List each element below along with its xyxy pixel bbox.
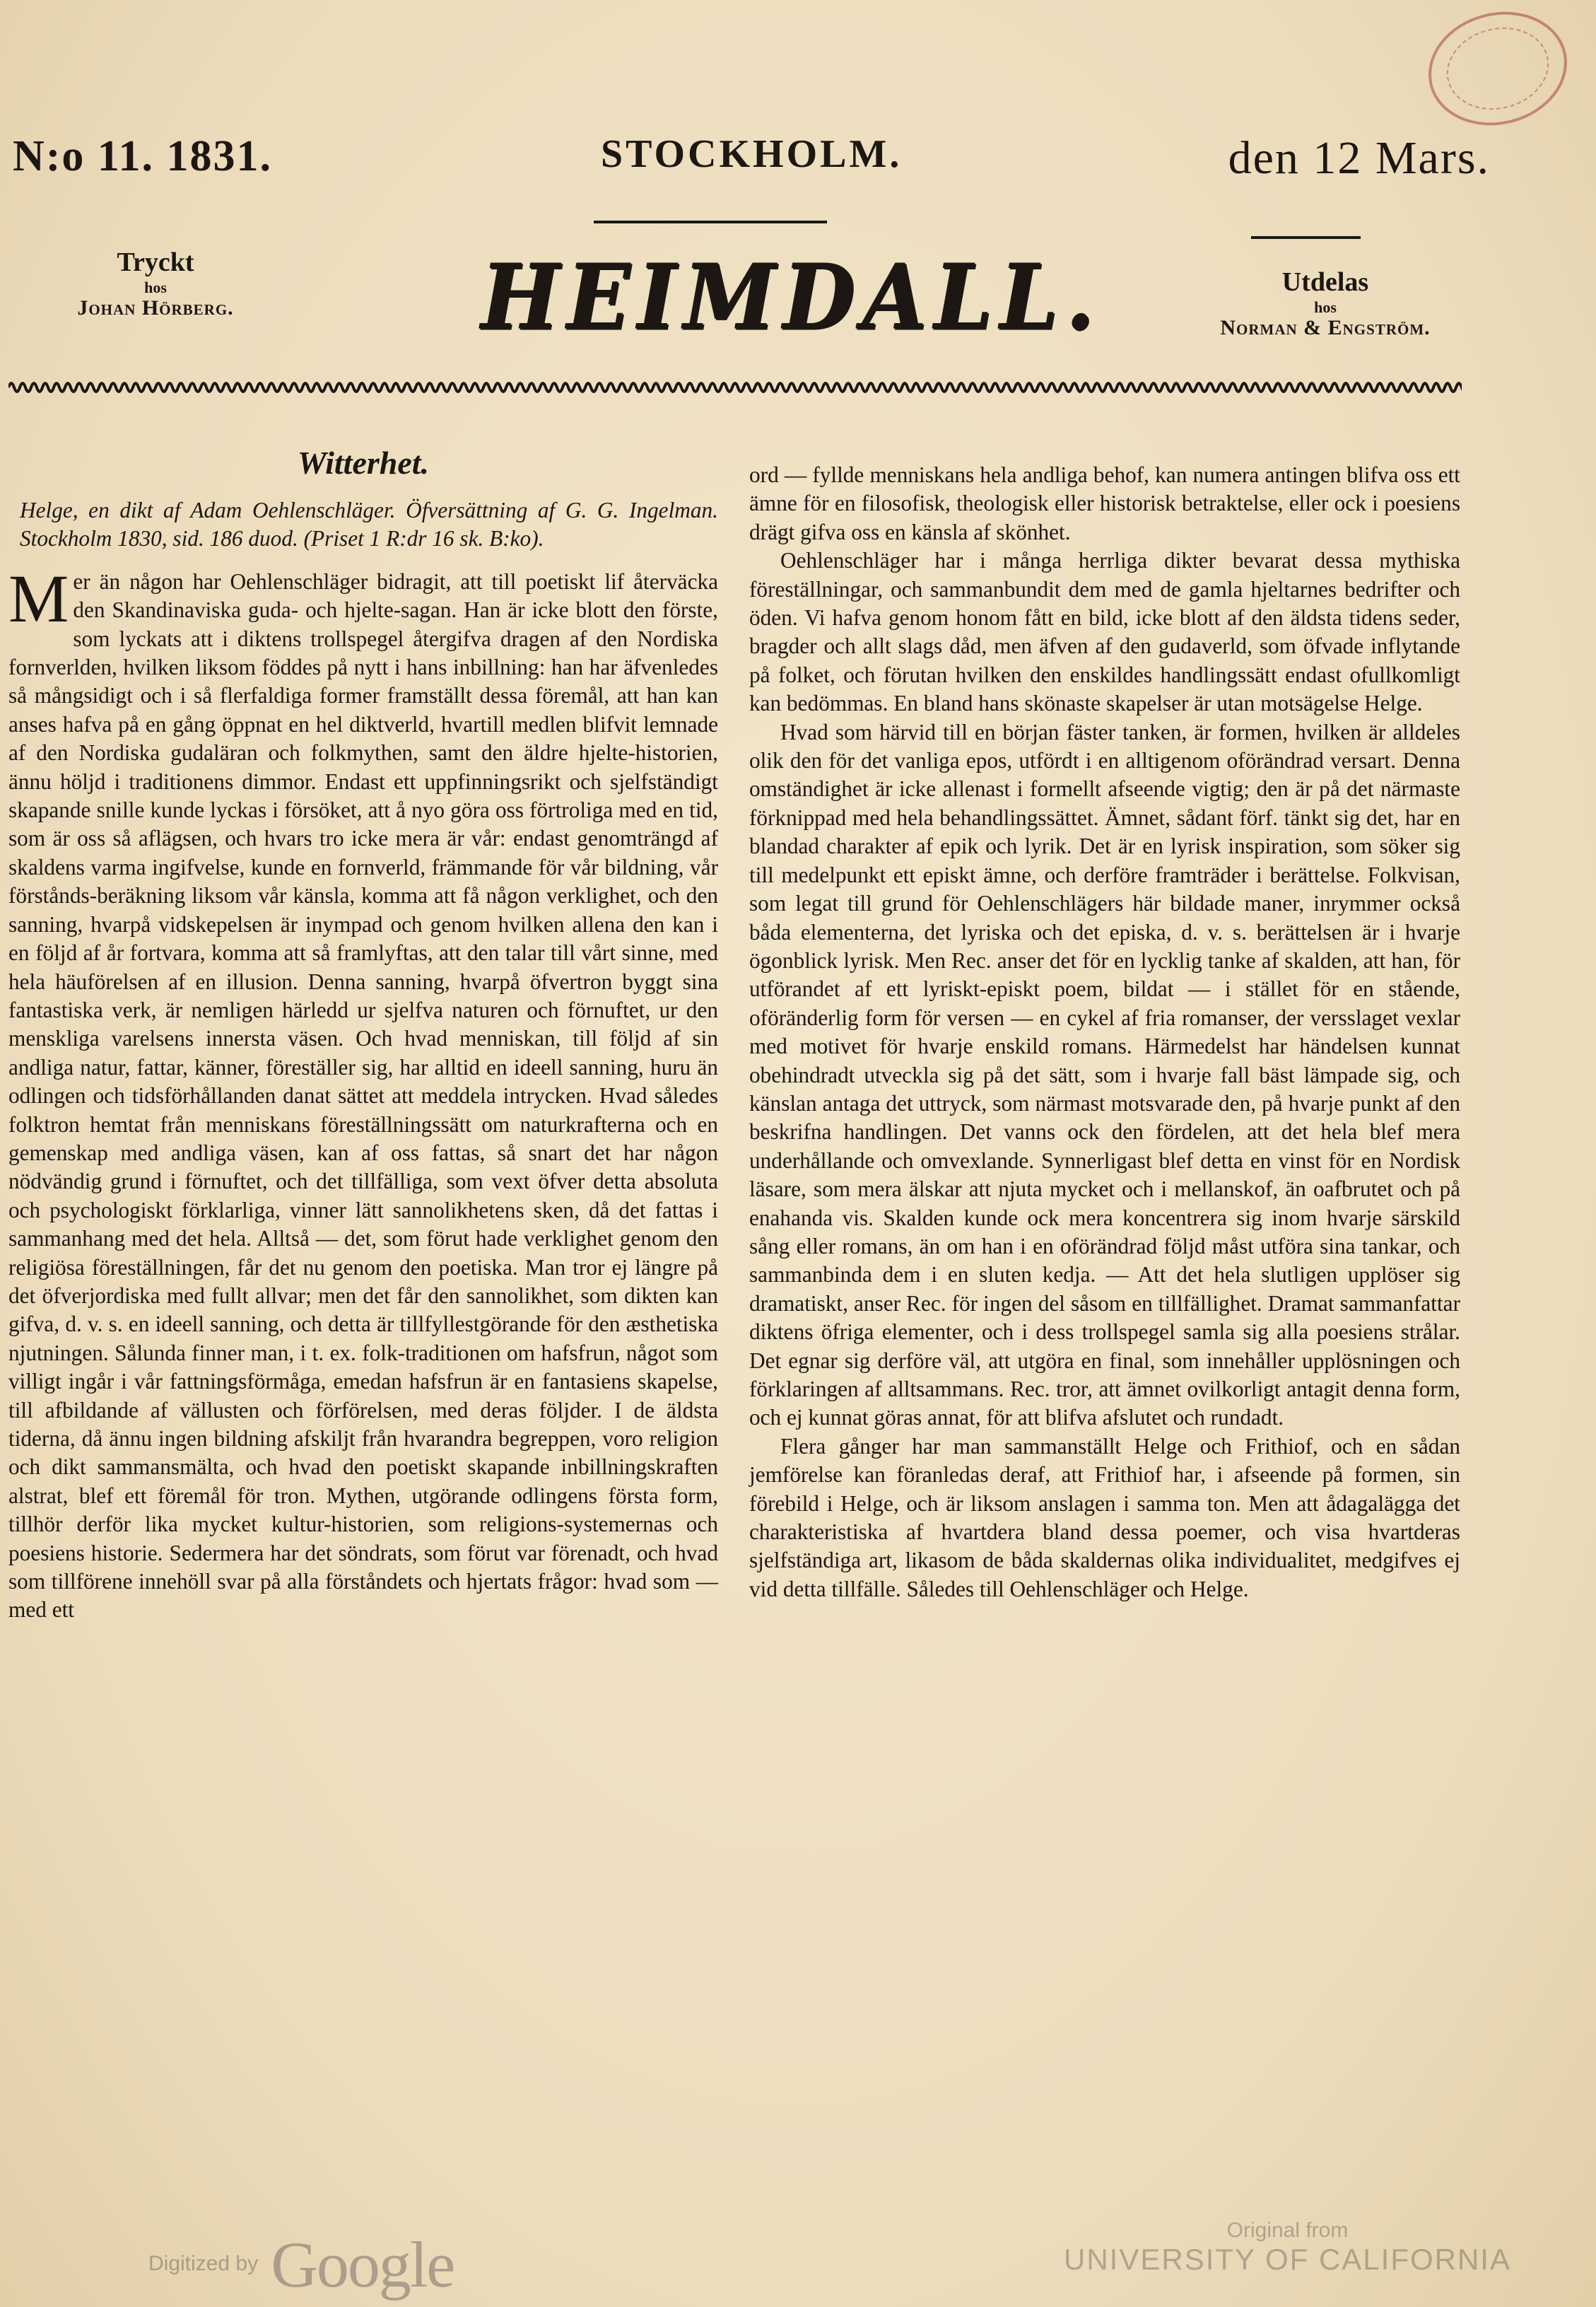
article-paragraph xyxy=(8,560,718,1625)
original-from-label: Original from xyxy=(1226,2219,1349,2242)
printer-hos: hos xyxy=(144,278,167,296)
article-paragraph: ord — fyllde menniskans hela andliga behof, kan numera antingen blifva oss ett ämne för en filosofisk, theologisk eller historisk betraktelse, eller ock i poesiens drägt gifva oss en känsla af skönhet. xyxy=(749,462,1460,544)
review-citation: Helge, en dikt af Adam Oehlenschläger. Öfversättning af G. G. Ingelman. Stockholm 1830, sid. 186 duod. (Priset 1 R:dr 16 sk. B:ko). xyxy=(20,498,718,551)
divider xyxy=(1251,236,1361,239)
distributor-imprint xyxy=(1177,267,1474,340)
paragraph-text: er än någon har Oehlenschläger bidragit, att till poetiskt lif återväcka den Skandinaviska guda- och hjelte-sagan. Han är icke blott den förste, som lyckats att i diktens trollspegel återgifva dragen af den Nordiska fornverlden, hvilken liksom föddes på nytt i hans inbillning: han har äfvenledes så mångsidigt och i så flerfaldiga former framställt dessa föremål, att han kan anses hafva på en gång öppnat en hel diktverld, hvartill medlen blifvit lemnade af den Nordiska gudaläran och folkmythen, samt den äldre hjelte-historien, ännu höljd i traditionens dimmor. Endast ett uppfinningsrikt och sjelfständigt skapande snille kunde lyckas i försöket, att å nyo göra oss förtroliga med en tid, som är oss så aflägsen, och hvars tro icke mera är vår: endast genomträngd af skaldens varma ingifvelse, kunde en fornverld, främmande för vår bildning, vår förstånds-beräkning liksom vår känsla, komma att få någon verklighet, och den sanning, hvarpå vidskepelsen är inympad och genom hvilken allena den kan i en följd af år fortvara, komma att så framlyftas, att den talar till vårt sinne, med hela häuförelsen af en illusion. Denna sanning, hvarpå öfvertron byggt sina fantastiska verk, är nemligen härledd ur sjelfva naturen och förnuftet, ur den menskliga varelsens innersta väsen. Och hvad menniskan, till följd af sin andliga natur, fattar, känner, föreställer sig, har alltid en ideell sanning, huru än odlingen och tidsförhållanden danat sättet att meddela intrycken. Hvad således folktron hemtat från menniskans föreställningssätt om naturkrafterna och en gemenskap med andliga väsen, kan af oss fattas, så snart det har någon nödvändig grund i förnuftet, och det tillfälliga, som vext öfver detta absoluta och psychologiskt förklarliga, vinner lätt sannolikhetens sken, då det fattas i sammanhang med det hela. Alltså — det, som förut hade verklighet genom den religiösa föreställningen, får det nu genom den poetiska. Man tror ej längre på det öfverjordiska med fullt allvar; men det får den sannolikhet, som dikten kan gifva, d. v. s. en ideell sanning, och detta är tillfyllestgörande för den æsthetiska njutningen. Sålunda finner man, i t. ex. folk-traditionen om hafsfrun, något som villigt ingår i vår fattningsförmåga, emedan hafsfrun är en fantasiens skapelse, till afbildande af vällusten och förförelsen, med deras följder. I de äldsta tiderna, då ännu ingen bildning afskiljt från hvarandra begreppen, voro religion och dikt sammansmälta, och hvad den poetiskt skapande inbillningskraften alstrat, blef ett föremål för tron. Mythen, utgörande odlingens första form, tillhör derför lika mycket kultur-historien, som religions-systemernas och poesiens historie. Sedermera har det söndrats, som förut var förenadt, och hvad som tillförene innehöll svar på alla förståndets och hjertats frågor: hvad som — med ett xyxy=(8,568,718,1623)
newspaper-title: HEIMDALL. xyxy=(481,243,1102,350)
digitized-watermark xyxy=(148,2227,454,2302)
divider xyxy=(594,221,827,223)
section-heading: Witterhet. xyxy=(297,445,430,481)
distributor-name: Norman & Engström. xyxy=(1220,315,1431,339)
library-stamp xyxy=(1416,0,1579,140)
column-right xyxy=(749,461,1460,1604)
article-paragraph: Flera gånger har man sammanställt Helge och Frithiof, och en sådan jemförelse kan föranledas deraf, att Frithiof har, i afseende på formen, sin förebild i Helge, och är liksom anslagen i samma ton. Men att ådagalägga det charakteristiska af hvartdera bland dessa poemer, och visa hvartderas sjelfständiga art, likasom de båda skaldernas olika individualitet, medgifves ej vid detta tillfälle. Således till Oehlenschläger och Helge. xyxy=(749,1433,1460,1601)
institution-name: UNIVERSITY OF CALIFORNIA xyxy=(1064,2243,1511,2276)
distributor-hos: hos xyxy=(1314,298,1337,316)
printer-imprint xyxy=(42,247,269,320)
printer-name: Johan Hörberg. xyxy=(77,296,234,320)
digitized-by-label: Digitized by xyxy=(148,2251,259,2275)
column-left xyxy=(8,445,718,1625)
article-paragraph: Oehlenschläger har i många herrliga dikter bevarat dessa mythiska föreställningar, och sammanbundit dem med de gamla hjeltarnes bedrifter och öden. Vi hafva genom honom fått en bild, icke blott af den äldsta tidens seder, bragder och allt slags dåd, men äfven af den gudaverld, som öfvade inflytande på folket, och förutan hvilken den enskildes handlingssätt endast ofullkomligt kan bedömmas. En bland hans skönaste skapelser är utan motsägelse Helge. xyxy=(749,548,1460,716)
source-watermark xyxy=(1064,2219,1511,2277)
drop-cap: M xyxy=(8,560,69,636)
google-logo: Google xyxy=(271,2229,454,2301)
city-name: STOCKHOLM. xyxy=(601,132,903,176)
wavy-rule xyxy=(8,373,1462,402)
distributor-label: Utdelas xyxy=(1281,267,1369,297)
issue-date: den 12 Mars. xyxy=(1228,132,1490,184)
printer-label: Tryckt xyxy=(117,247,194,277)
article-paragraph: Hvad som härvid till en början fäster tanken, är formen, hvilken är alldeles olik den för det vanliga epos, utfördt i en alltigenom oförändrad versart. Denna omständighet är icke allenast i formellt afseende vigtig; den är på det närmaste förknippad med hela behandlingssättet. Ämnet, sådant förf. tänkt sig det, har en blandad charakter af epik och lyrik. Det är en lyrisk inspiration, som söker sig till medelpunkt ett episkt ämne, och derföre framträder i berättelse. Folkvisan, som legat till grund för Oehlenschlägers här bildade maner, inrymmer också båda elementerna, det lyriska och det episka, d. v. s. berättelsen är i hvarje ögonblick lyrisk. Men Rec. anser det för en lycklig tanke af skalden, att han, för utförandet af ett lyriskt-episkt poem, bildat — i stället för en stående, oföränderlig form för versen — en cykel af fria romanser, der versslaget vexlar med motivet för hvarje enskild romans. Härmedelst har händelsen kunnat obehindradt utveckla sig på det sätt, som i hvarje fall bäst lämpade sig, och känslan antaga det uttryck, som närmast motsvarade den, på hvarje punkt af den beskrifna handlingen. Det vanns ock den fördelen, att det hela blef mera underhållande och omvexlande. Synnerligast blef detta en vinst för en Nordisk läsare, som mera älskar att njuta mycket och i mellanskof, än oafbrutet och på enahanda vis. Skalden kunde ock mera koncentrera sig inom hvarje särskild sång eller romans, än om han i en oförändrad följd måst utföra sina tankar, och sammanbinda dem i en sluten kedja. — Att det hela slutligen upplöser sig dramatiskt, anser Rec. för ingen del såsom en tillfällighet. Dramat sammanfattar diktens öfriga elementer, och i dess trollspegel samla sig alla poesiens strålar. Det egnar sig derföre väl, att utgöra en final, som innehåller upplösningen och förklaringen af alltsammans. Rec. tror, att ämnet ovilkorligt antagit denna form, och ej kunnat göras annat, för att blifva afslutet och rundadt. xyxy=(749,719,1460,1430)
issue-number: N:o 11. 1831. xyxy=(13,132,272,180)
